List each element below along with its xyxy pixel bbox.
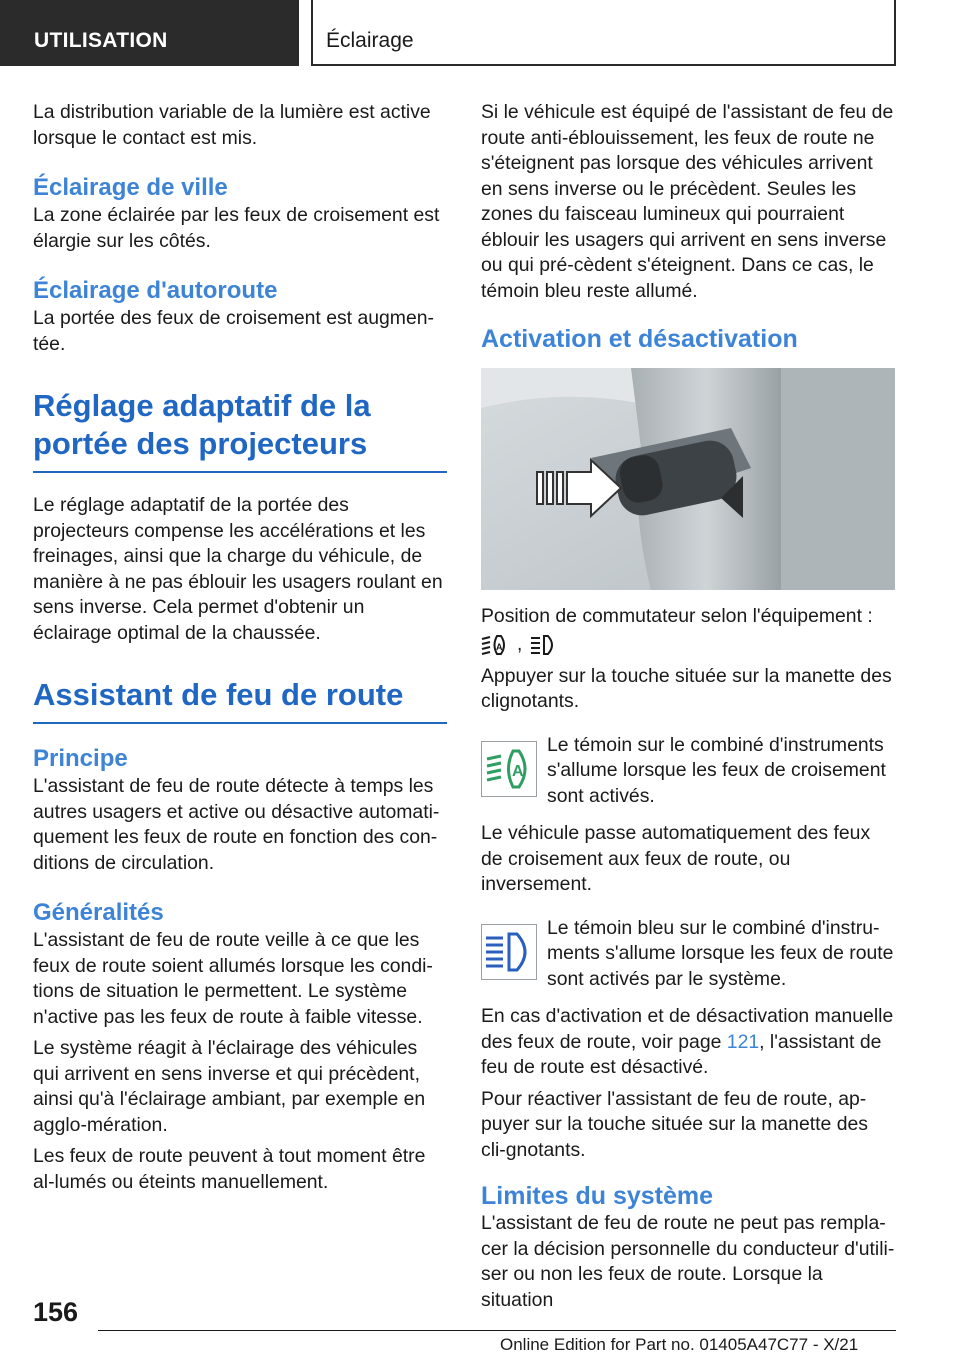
intro-paragraph: La distribution variable de la lumière est active lorsque le contact est mis. <box>33 101 431 149</box>
high-beam-icon <box>530 633 558 657</box>
paragraph-reglage: Le réglage adaptatif de la portée des projecteurs compense les accélérations et les freinages, ainsi que la charge du véhicule, de manière à ne pas éblouir les usagers roulant en sens inverse. Cela permet d'obtenir un éclairage optimal de la chaussée. <box>33 494 443 644</box>
paragraph-ville: La zone éclairée par les feux de croisement est élargie sur les côtés. <box>33 204 440 252</box>
paragraph-appuyer: Appuyer sur la touche située sur la manette des clignotants. <box>481 664 892 712</box>
heading-generalites: Généralités <box>33 899 164 926</box>
paragraph-principe: L'assistant de feu de route détecte à temps les autres usagers et active ou désactive automati‐quement les feux de route en fonction des con‐ditions de circulation. <box>33 775 440 874</box>
footer-divider <box>98 1330 896 1331</box>
heading-assistant-feu-route: Assistant de feu de route <box>33 676 447 724</box>
left-column <box>33 100 447 1201</box>
note-low-beam-indicator <box>481 733 895 810</box>
page-reference-link[interactable]: 121 <box>726 1030 760 1053</box>
right-column <box>481 100 895 1319</box>
header-chapter-tab <box>311 0 896 66</box>
paragraph-generalites-2: Le système réagit à l'éclairage des véhicules qui arrivent en sens inverse et qui précèdent, ainsi qu'à l'éclairage ambiant, par exemple en agglo‐mération. <box>33 1037 426 1136</box>
paragraph-manuel-start: En cas d'activation et de désactivation manuelle des feux de route, voir page <box>481 1005 894 1053</box>
heading-principe: Principe <box>33 745 128 772</box>
heading-activation: Activation et désactivation <box>481 325 798 353</box>
blue-high-beam-indicator-icon <box>481 924 537 980</box>
green-low-beam-indicator-icon <box>481 741 537 797</box>
svg-text:A: A <box>496 641 503 652</box>
paragraph-passe-auto: Le véhicule passe automatiquement des feux de croisement aux feux de route, ou inversement. <box>481 822 871 895</box>
svg-text:A: A <box>512 762 524 780</box>
paragraph-autoroute: La portée des feux de croisement est augmen‐tée. <box>33 307 434 355</box>
icon-separator: , <box>517 633 523 655</box>
paragraph-generalites-3: Les feux de route peuvent à tout moment être al‐lumés ou éteints manuellement. <box>33 1145 426 1193</box>
header-section-tab <box>0 0 299 66</box>
note-low-beam-text: Le témoin sur le combiné d'instruments s'allume lorsque les feux de croisement sont activés. <box>547 733 886 807</box>
low-beam-auto-icon <box>481 633 509 657</box>
heading-reglage-adaptatif: Réglage adaptatif de la portée des projecteurs <box>33 387 447 473</box>
header-section-title: UTILISATION <box>34 29 168 52</box>
page-number: 156 <box>33 1297 79 1327</box>
paragraph-antiblouissement: Si le véhicule est équipé de l'assistant de feu de route anti-éblouissement, les feux de route ne s'éteignent pas lorsque des véhicules arrivent en sens inverse ou le précèdent. Seules les zones du faisceau lumineux qui pourraient éblouir les usagers qui arrivent en sens inverse ou qui pré‐cèdent s'éteignent. Dans ce cas, le témoin bleu reste allumé. <box>481 101 894 302</box>
paragraph-limites: L'assistant de feu de route ne peut pas rempla‐cer la décision personnelle du conducteur d'utili‐ser ou non les feux de route. Lorsque la situation <box>481 1212 895 1311</box>
paragraph-generalites-1: L'assistant de feu de route veille à ce que les feux de route soient allumés lorsque les condi‐tions de situation le permettent. Le système n'active pas les feux de route à faible vitesse. <box>33 929 433 1028</box>
footer-edition: Online Edition for Part no. 01405A47C77 - X/21 <box>500 1335 859 1354</box>
image-caption: Position de commutateur selon l'équipement : <box>481 605 873 627</box>
switch-position-icons <box>481 632 895 658</box>
turn-signal-lever-illustration <box>481 368 895 590</box>
heading-eclairage-ville: Éclairage de ville <box>33 174 228 201</box>
paragraph-reactiver: Pour réactiver l'assistant de feu de route, ap‐puyer sur la touche située sur la manette des cli‐gnotants. <box>481 1087 868 1161</box>
note-high-beam-text: Le témoin bleu sur le combiné d'instru‐ments s'allume lorsque les feux de route sont activés par le système. <box>547 916 894 990</box>
header-chapter-title: Éclairage <box>326 29 414 52</box>
note-high-beam-indicator <box>481 916 895 993</box>
heading-limites: Limites du système <box>481 1182 714 1210</box>
paragraph-manuel <box>481 1004 895 1081</box>
lever-drawing <box>481 368 895 590</box>
heading-eclairage-autoroute: Éclairage d'autoroute <box>33 277 278 304</box>
paragraph-manuel-end: , l'assistant de feu de route est désactivé. <box>481 1030 882 1078</box>
